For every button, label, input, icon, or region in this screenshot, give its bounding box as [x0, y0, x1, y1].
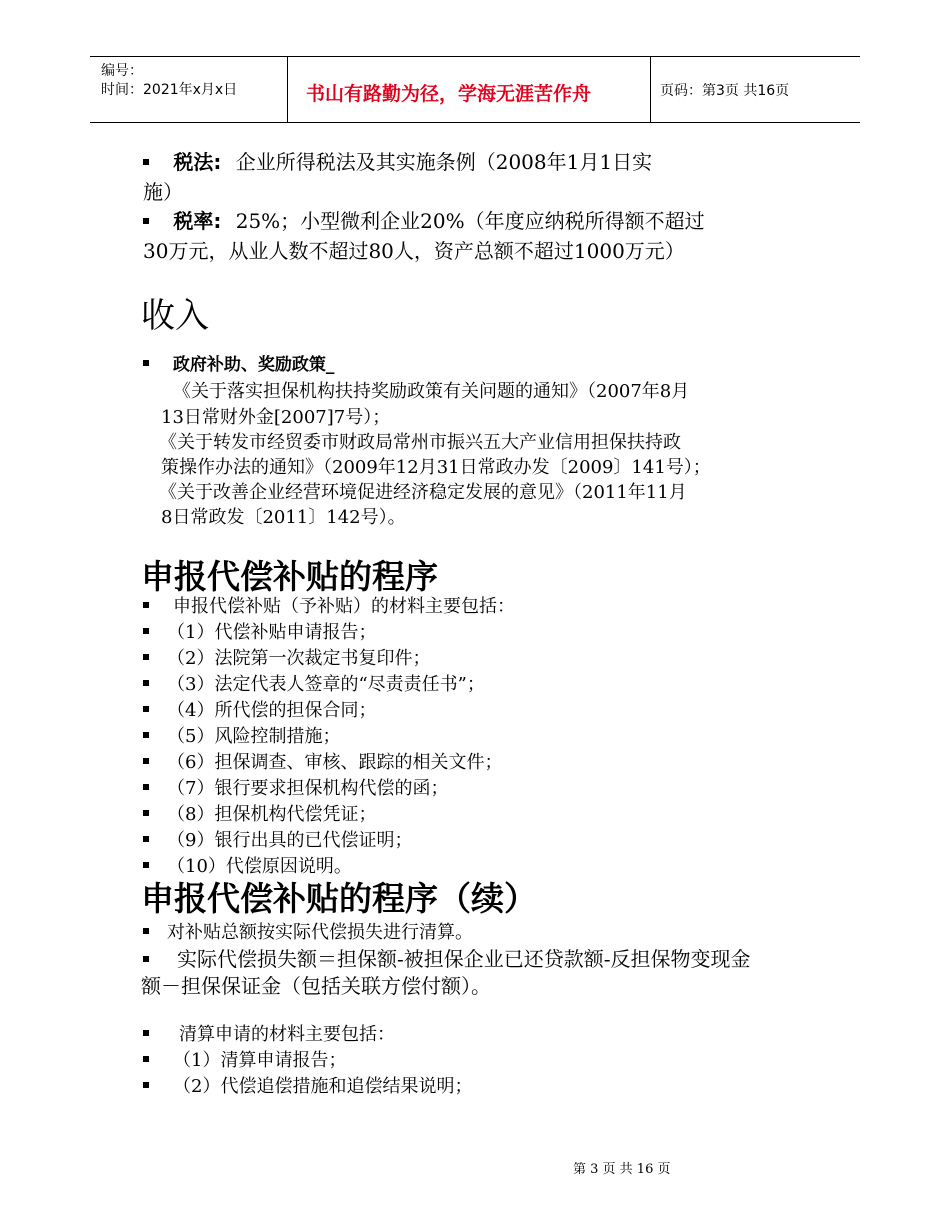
header-top-border [90, 56, 860, 57]
procedure-item: （5）风险控制措施； [143, 722, 340, 748]
bullet-icon [143, 810, 149, 816]
procedure-item: （6）担保调查、审核、跟踪的相关文件； [143, 748, 502, 774]
tax-rate-line1 [143, 205, 705, 234]
page-footer: 第 3 页 共 16 页 [573, 1162, 671, 1177]
procedure-item: （3）法定代表人签章的“尽责责任书”； [143, 670, 485, 696]
bullet-icon [143, 1056, 149, 1062]
bullet-icon [143, 1030, 149, 1036]
tax-law-line2: 施） [143, 180, 183, 204]
tax-law-label: 税法: [173, 150, 222, 174]
tax-rate-label: 税率: [173, 209, 222, 233]
bullet-icon [143, 956, 149, 962]
income-doc-line: 13日常财外金[2007]7号）； [161, 407, 391, 428]
income-policy-title: 政府补助、奖励政策_ [172, 355, 335, 375]
procedure-item: （7）银行要求担保机构代偿的函； [143, 774, 448, 800]
procedure-cont-heading: 申报代偿补贴的程序（续） [141, 879, 537, 918]
header-page-info: 页码：第3页 共16页 [660, 83, 790, 99]
income-doc-line: 《关于转发市经贸委市财政局常州市振兴五大产业信用担保扶持政 [159, 432, 681, 453]
procedure-cont-item: （1）清算申请报告； [143, 1046, 346, 1072]
income-policy-title-row [143, 350, 334, 375]
income-doc-line: 《关于落实担保机构扶持奖励政策有关问题的通知》（2007年8月 [173, 381, 690, 402]
bullet-icon [143, 602, 149, 608]
procedure-item: （2）法院第一次裁定书复印件； [143, 644, 430, 670]
bullet-icon [143, 706, 149, 712]
income-heading: 收入 [141, 296, 209, 336]
procedure-item: （1）代偿补贴申请报告； [143, 618, 376, 644]
bullet-icon [143, 758, 149, 764]
bullet-icon [143, 680, 149, 686]
income-doc-line: 《关于改善企业经营环境促进经济稳定发展的意见》（2011年11月 [159, 482, 687, 503]
procedure-item: （4）所代偿的担保合同； [143, 696, 376, 722]
header-divider-right [650, 56, 651, 123]
procedure-cont-item: 实际代偿损失额＝担保额-被担保企业已还贷款额-反担保物变现金 [143, 943, 751, 972]
procedure-item: （10）代偿原因说明。 [143, 852, 352, 878]
tax-rate-line2: 30万元，从业人数不超过80人，资产总额不超过1000万元） [143, 239, 685, 263]
header-motto: 书山有路勤为径，学海无涯苦作舟 [306, 83, 592, 105]
tax-law-text: 企业所得税法及其实施条例（2008年1月1日实 [235, 150, 653, 174]
procedure-cont-item: （2）代偿追偿措施和追偿结果说明； [143, 1072, 472, 1098]
bullet-icon [143, 1082, 149, 1088]
procedure-item: （8）担保机构代偿凭证； [143, 800, 376, 826]
procedure-cont-item-line2: 额－担保保证金（包括关联方偿付额）。 [141, 974, 491, 998]
bullet-icon [143, 628, 149, 634]
header-code-label: 编号： [101, 63, 143, 79]
procedure-item: 申报代偿补贴（予补贴）的材料主要包括： [143, 592, 515, 618]
bullet-icon [143, 159, 149, 165]
procedure-cont-item: 清算申请的材料主要包括： [143, 1020, 395, 1046]
bullet-icon [143, 654, 149, 660]
tax-law-line1 [143, 146, 652, 175]
bullet-icon [143, 862, 149, 868]
income-doc-line: 策操作办法的通知》（2009年12月31日常政办发〔2009〕141号）； [161, 457, 711, 478]
header-time-label: 时间：2021年x月x日 [101, 82, 238, 98]
tax-rate-text: 25%；小型微利企业20%（年度应纳税所得额不超过 [235, 209, 705, 233]
header-bottom-border [90, 122, 860, 123]
procedure-cont-item: 对补贴总额按实际代偿损失进行清算。 [143, 918, 473, 944]
header-divider-left [287, 56, 288, 123]
bullet-icon [143, 784, 149, 790]
procedure-heading: 申报代偿补贴的程序 [141, 557, 438, 596]
bullet-icon [143, 218, 149, 224]
bullet-icon [143, 928, 149, 934]
income-doc-line: 8日常政发〔2011〕142号）。 [161, 507, 406, 528]
bullet-icon [143, 732, 149, 738]
bullet-icon [143, 836, 149, 842]
procedure-item: （9）银行出具的已代偿证明； [143, 826, 412, 852]
bullet-icon [143, 360, 149, 366]
